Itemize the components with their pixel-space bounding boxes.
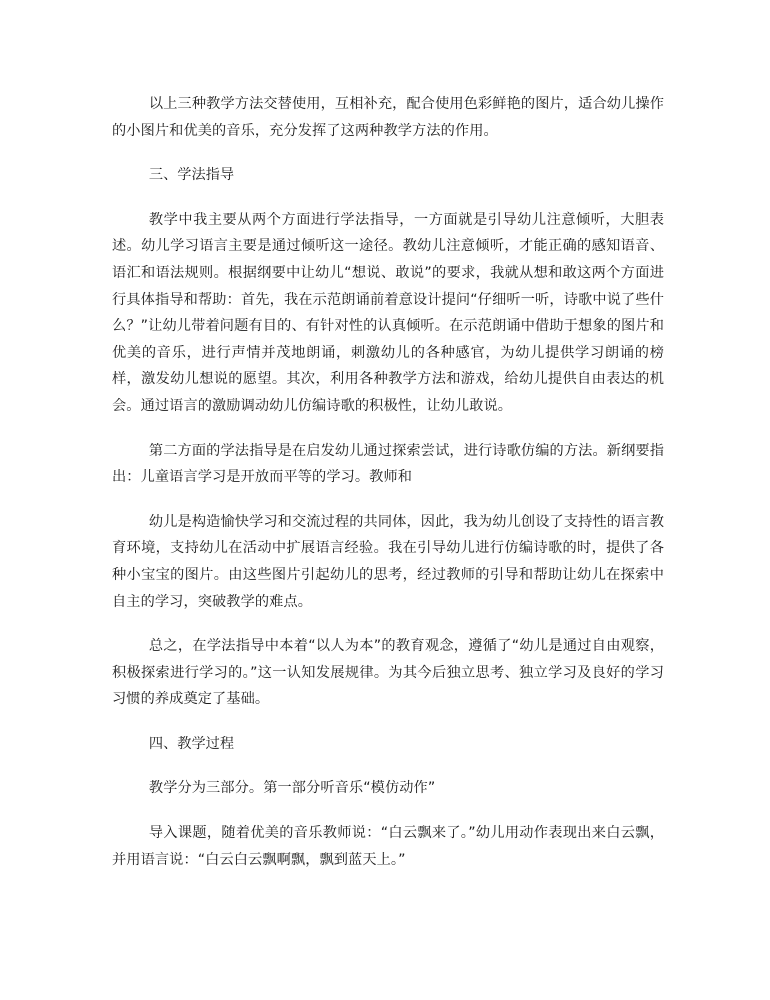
paragraph-introduction-activity: 导入课题，随着优美的音乐教师说：“白云飘来了。”幼儿用动作表现出来白云飘，并用语言说：“白云白云飘啊飘，飘到蓝天上。” (112, 825, 664, 868)
paragraph-process-parts: 教学分为三部分。第一部分听音乐“模仿动作” (148, 780, 436, 797)
paragraph-teaching-methods-summary: 以上三种教学方法交替使用，互相补充，配合使用色彩鲜艳的图片，适合幼儿操作的小图片和优美的音乐，充分发挥了这两种教学方法的作用。 (112, 96, 664, 139)
paragraph-learning-community: 幼儿是构造愉快学习和交流过程的共同体，因此，我为幼儿创设了支持性的语言教育环境，支持幼儿在活动中扩展语言经验。我在引导幼儿进行仿编诗歌的时，提供了各种小宝宝的图片。由这些图片引起幼儿的思考，经过教师的引导和帮助让幼儿在探索中自主的学习，突破教学的难点。 (112, 513, 664, 610)
document-body (112, 91, 664, 873)
section-heading-learning-guidance: 三、学法指导 (148, 167, 235, 184)
paragraph-conclusion: 总之，在学法指导中本着“以人为本”的教育观念，遵循了“幼儿是通过自由观察，积极探索进行学习的。”这一认知发展规律。为其今后独立思考、独立学习及良好的学习习惯的养成奠定了基础。 (112, 638, 664, 708)
paragraph-second-aspect: 第二方面的学法指导是在启发幼儿通过探索尝试，进行诗歌仿编的方法。新纲要指出：儿童语言学习是开放而平等的学习。教师和 (112, 442, 664, 486)
section-heading-teaching-process: 四、教学过程 (148, 735, 235, 752)
paragraph-listening-guidance: 教学中我主要从两个方面进行学法指导，一方面就是引导幼儿注意倾听，大胆表述。幼儿学习语言主要是通过倾听这一途径。教幼儿注意倾听，才能正确的感知语音、语汇和语法规则。根据纲要中让幼儿“想说、敢说”的要求，我就从想和敢这两个方面进行具体指导和帮助：首先，我在示范朗诵前着意设计提问“仔细听一听，诗歌中说了些什么？”让幼儿带着问题有目的、有针对性的认真倾听。在示范朗诵中借助于想象的图片和优美的音乐，进行声情并茂地朗诵，刺激幼儿的各种感官，为幼儿提供学习朗诵的榜样，激发幼儿想说的愿望。其次，利用各种教学方法和游戏，给幼儿提供自由表达的机会。通过语言的激励调动幼儿仿编诗歌的积极性，让幼儿敢说。 (112, 211, 664, 414)
